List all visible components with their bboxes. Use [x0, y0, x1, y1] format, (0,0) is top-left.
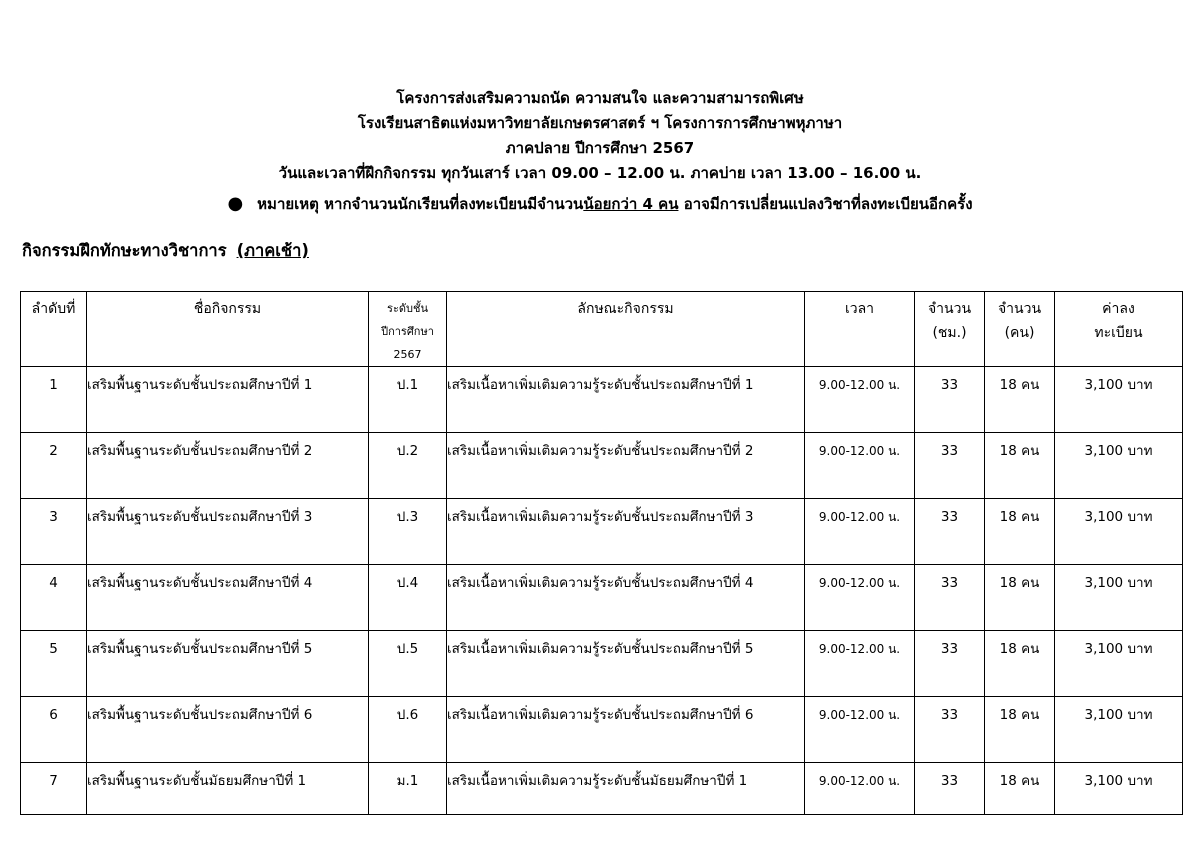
cell-time: 9.00-12.00 น.	[805, 565, 915, 631]
header-activity-name: ชื่อกิจกรรม	[87, 292, 369, 367]
cell-grade-level: ป.2	[369, 433, 447, 499]
header-semester: ภาคปลาย ปีการศึกษา 2567	[505, 139, 695, 157]
cell-people: 18 คน	[985, 499, 1055, 565]
cell-time: 9.00-12.00 น.	[805, 367, 915, 433]
cell-hours: 33	[915, 697, 985, 763]
cell-no: 7	[21, 763, 87, 815]
cell-description: เสริมเนื้อหาเพิ่มเติมความรู้ระดับชั้นประถมศึกษาปีที่ 1	[447, 367, 805, 433]
cell-description: เสริมเนื้อหาเพิ่มเติมความรู้ระดับชั้นประถมศึกษาปีที่ 6	[447, 697, 805, 763]
cell-description: เสริมเนื้อหาเพิ่มเติมความรู้ระดับชั้นมัธยมศึกษาปีที่ 1	[447, 763, 805, 815]
cell-fee: 3,100 บาท	[1055, 433, 1183, 499]
header-project-title: โครงการส่งเสริมความถนัด ความสนใจ และความสามารถพิเศษ	[396, 89, 804, 107]
note-emphasis: น้อยกว่า 4 คน	[583, 195, 679, 213]
activities-table	[20, 291, 1183, 815]
cell-grade-level: ป.3	[369, 499, 447, 565]
cell-hours: 33	[915, 433, 985, 499]
cell-activity-name: เสริมพื้นฐานระดับชั้นมัธยมศึกษาปีที่ 1	[87, 763, 369, 815]
section-subtitle: (ภาคเช้า)	[236, 241, 309, 260]
cell-grade-level: ม.1	[369, 763, 447, 815]
cell-hours: 33	[915, 631, 985, 697]
cell-people: 18 คน	[985, 763, 1055, 815]
cell-fee: 3,100 บาท	[1055, 565, 1183, 631]
cell-hours: 33	[915, 367, 985, 433]
cell-no: 2	[21, 433, 87, 499]
cell-time: 9.00-12.00 น.	[805, 631, 915, 697]
table-row	[21, 763, 1183, 815]
cell-people: 18 คน	[985, 433, 1055, 499]
table-row	[21, 433, 1183, 499]
header-grade-level: ระดับชั้น ปีการศึกษา 2567	[369, 292, 447, 367]
header-time: เวลา	[805, 292, 915, 367]
note-prefix: หมายเหตุ หากจำนวนนักเรียนที่ลงทะเบียนมีจำนวน	[257, 195, 584, 213]
cell-description: เสริมเนื้อหาเพิ่มเติมความรู้ระดับชั้นประถมศึกษาปีที่ 2	[447, 433, 805, 499]
cell-time: 9.00-12.00 น.	[805, 697, 915, 763]
table-row	[21, 565, 1183, 631]
cell-people: 18 คน	[985, 367, 1055, 433]
header-activity-description: ลักษณะกิจกรรม	[447, 292, 805, 367]
header-school-name: โรงเรียนสาธิตแห่งมหาวิทยาลัยเกษตรศาสตร์ ฯ โครงการการศึกษาพหุภาษา	[357, 114, 843, 132]
cell-fee: 3,100 บาท	[1055, 631, 1183, 697]
cell-fee: 3,100 บาท	[1055, 499, 1183, 565]
cell-fee: 3,100 บาท	[1055, 697, 1183, 763]
cell-no: 5	[21, 631, 87, 697]
cell-fee: 3,100 บาท	[1055, 763, 1183, 815]
registration-note	[0, 191, 1200, 217]
table-row	[21, 697, 1183, 763]
cell-time: 9.00-12.00 น.	[805, 763, 915, 815]
cell-no: 1	[21, 367, 87, 433]
cell-hours: 33	[915, 499, 985, 565]
cell-activity-name: เสริมพื้นฐานระดับชั้นประถมศึกษาปีที่ 3	[87, 499, 369, 565]
section-title: กิจกรรมฝึกทักษะทางวิชาการ	[22, 241, 227, 260]
cell-time: 9.00-12.00 น.	[805, 499, 915, 565]
table-row	[21, 367, 1183, 433]
cell-hours: 33	[915, 763, 985, 815]
cell-no: 4	[21, 565, 87, 631]
cell-people: 18 คน	[985, 565, 1055, 631]
note-suffix: อาจมีการเปลี่ยนแปลงวิชาที่ลงทะเบียนอีกครั้ง	[678, 195, 973, 213]
cell-grade-level: ป.6	[369, 697, 447, 763]
table-row	[21, 631, 1183, 697]
cell-no: 3	[21, 499, 87, 565]
cell-description: เสริมเนื้อหาเพิ่มเติมความรู้ระดับชั้นประถมศึกษาปีที่ 5	[447, 631, 805, 697]
header-fee: ค่าลง ทะเบียน	[1055, 292, 1183, 367]
header-people: จำนวน (คน)	[985, 292, 1055, 367]
cell-description: เสริมเนื้อหาเพิ่มเติมความรู้ระดับชั้นประถมศึกษาปีที่ 3	[447, 499, 805, 565]
section-heading	[22, 238, 309, 264]
cell-description: เสริมเนื้อหาเพิ่มเติมความรู้ระดับชั้นประถมศึกษาปีที่ 4	[447, 565, 805, 631]
table-header-row	[21, 292, 1183, 367]
table-row	[21, 499, 1183, 565]
cell-grade-level: ป.1	[369, 367, 447, 433]
cell-fee: 3,100 บาท	[1055, 367, 1183, 433]
cell-activity-name: เสริมพื้นฐานระดับชั้นประถมศึกษาปีที่ 1	[87, 367, 369, 433]
cell-time: 9.00-12.00 น.	[805, 433, 915, 499]
cell-activity-name: เสริมพื้นฐานระดับชั้นประถมศึกษาปีที่ 5	[87, 631, 369, 697]
cell-people: 18 คน	[985, 697, 1055, 763]
header-schedule: วันและเวลาที่ฝึกกิจกรรม ทุกวันเสาร์ เวลา 09.00 – 12.00 น. ภาคบ่าย เวลา 13.00 – 16.00 น.	[278, 164, 922, 182]
cell-no: 6	[21, 697, 87, 763]
header-hours: จำนวน (ชม.)	[915, 292, 985, 367]
cell-activity-name: เสริมพื้นฐานระดับชั้นประถมศึกษาปีที่ 6	[87, 697, 369, 763]
header-no: ลำดับที่	[21, 292, 87, 367]
cell-grade-level: ป.4	[369, 565, 447, 631]
cell-people: 18 คน	[985, 631, 1055, 697]
document-header	[0, 86, 1200, 186]
bullet-icon: ●	[227, 193, 244, 214]
cell-hours: 33	[915, 565, 985, 631]
cell-activity-name: เสริมพื้นฐานระดับชั้นประถมศึกษาปีที่ 2	[87, 433, 369, 499]
cell-activity-name: เสริมพื้นฐานระดับชั้นประถมศึกษาปีที่ 4	[87, 565, 369, 631]
cell-grade-level: ป.5	[369, 631, 447, 697]
